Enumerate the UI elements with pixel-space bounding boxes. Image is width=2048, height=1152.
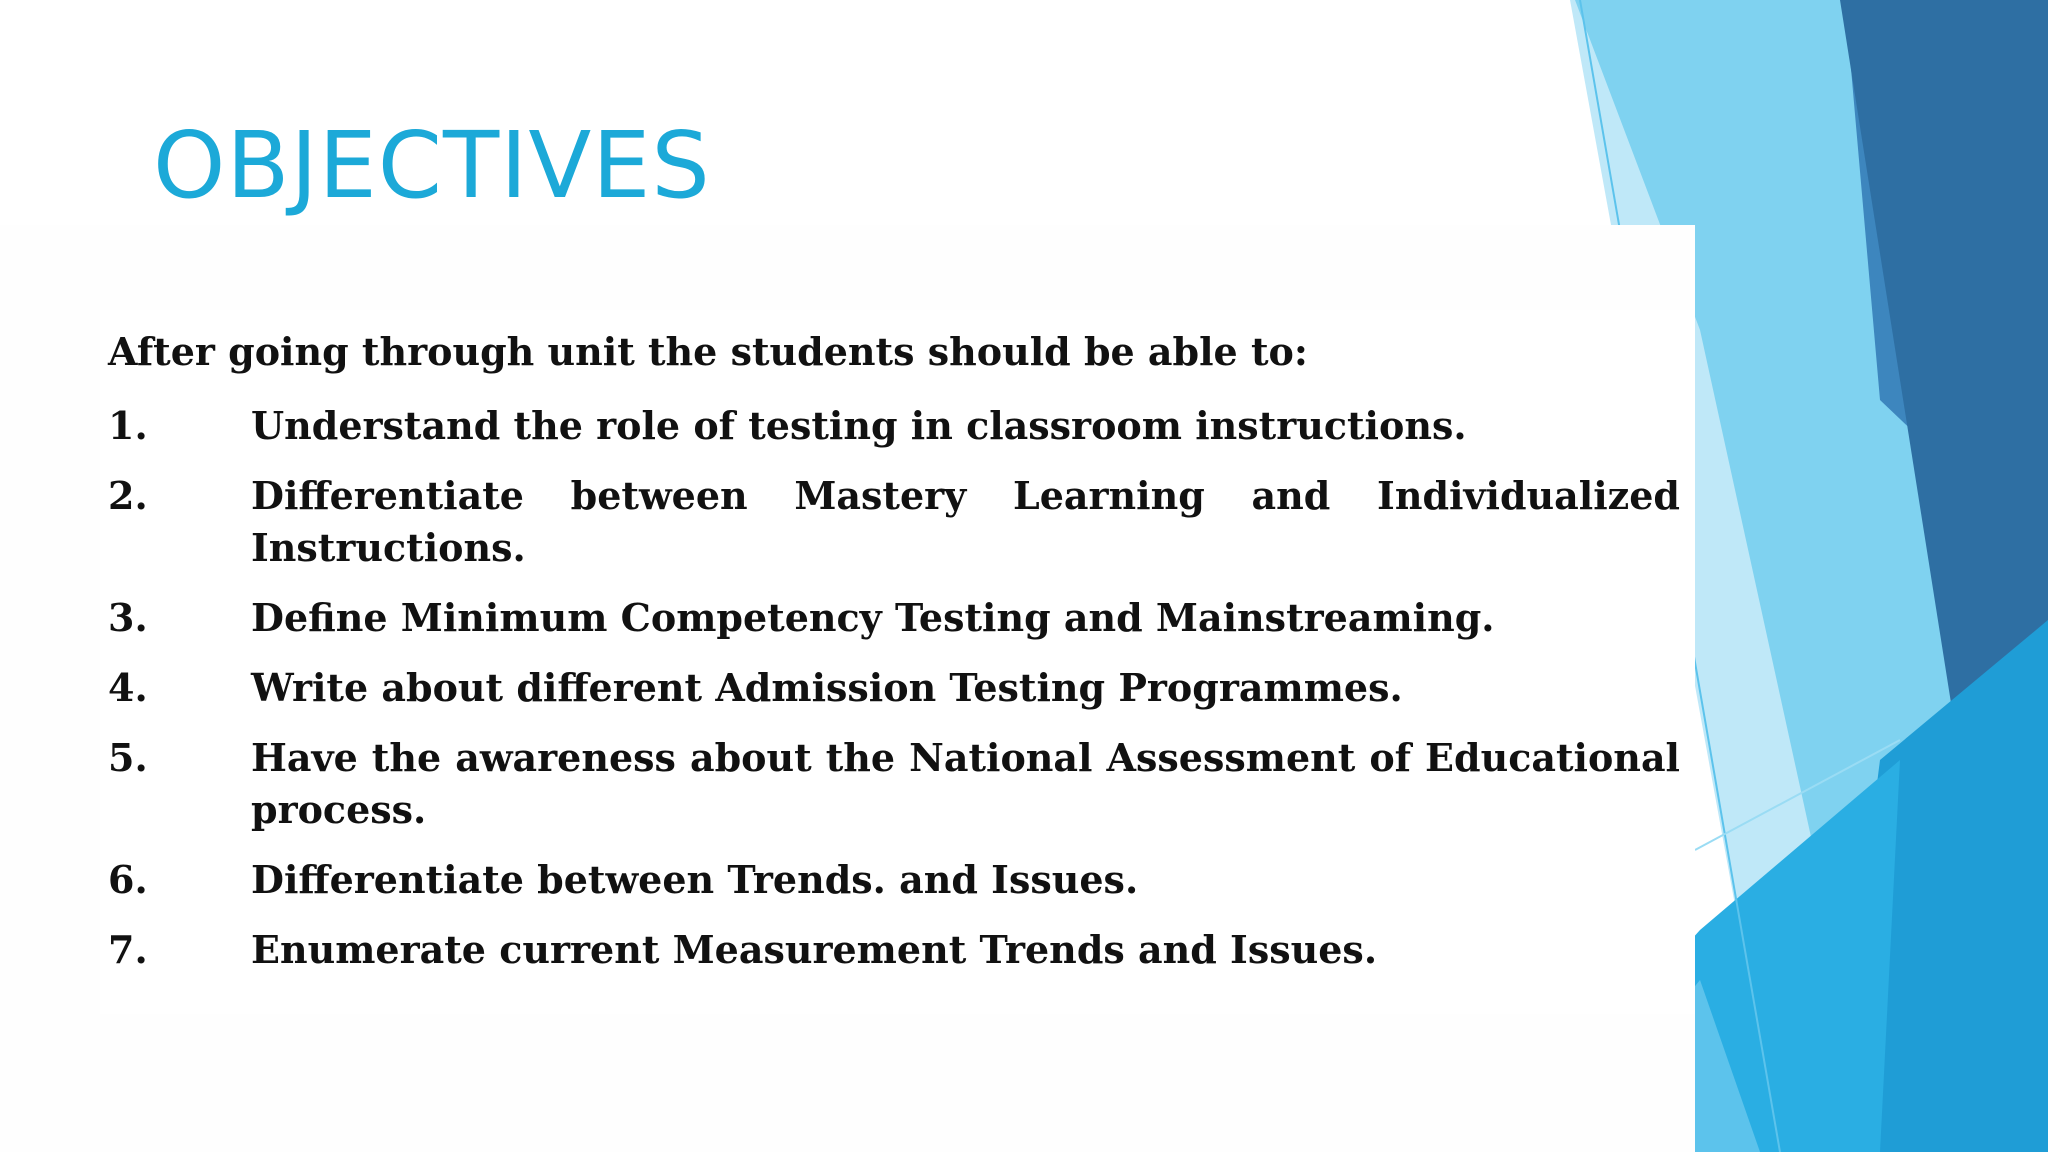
objectives-document — [108, 326, 1680, 994]
objective-text: Define Minimum Competency Testing and Mainstreaming. — [251, 595, 1495, 640]
objective-text: Differentiate between Mastery Learning and Individualized Instructions. — [251, 473, 1680, 570]
objective-item — [108, 854, 1680, 906]
objective-text: Differentiate between Trends. and Issues. — [251, 857, 1139, 902]
objective-text: Understand the role of testing in classroom instructions. — [251, 403, 1467, 448]
objective-item — [108, 924, 1680, 976]
objective-text: Write about different Admission Testing Programmes. — [251, 665, 1403, 710]
objective-item — [108, 592, 1680, 644]
objective-number: 6. — [108, 857, 148, 902]
objective-item — [108, 662, 1680, 714]
objective-item — [108, 732, 1680, 836]
objective-number: 3. — [108, 595, 148, 640]
objective-number: 1. — [108, 403, 148, 448]
objective-number: 2. — [108, 473, 148, 518]
objective-number: 5. — [108, 735, 148, 780]
objectives-intro: After going through unit the students should be able to: — [108, 329, 1308, 374]
objective-item — [108, 470, 1680, 574]
objective-number: 7. — [108, 927, 148, 972]
objective-item — [108, 400, 1680, 452]
objective-number: 4. — [108, 665, 148, 710]
objective-text: Enumerate current Measurement Trends and Issues. — [251, 927, 1378, 972]
slide-title: OBJECTIVES — [153, 112, 711, 219]
objective-text: Have the awareness about the National Assessment of Educational process. — [251, 735, 1680, 832]
